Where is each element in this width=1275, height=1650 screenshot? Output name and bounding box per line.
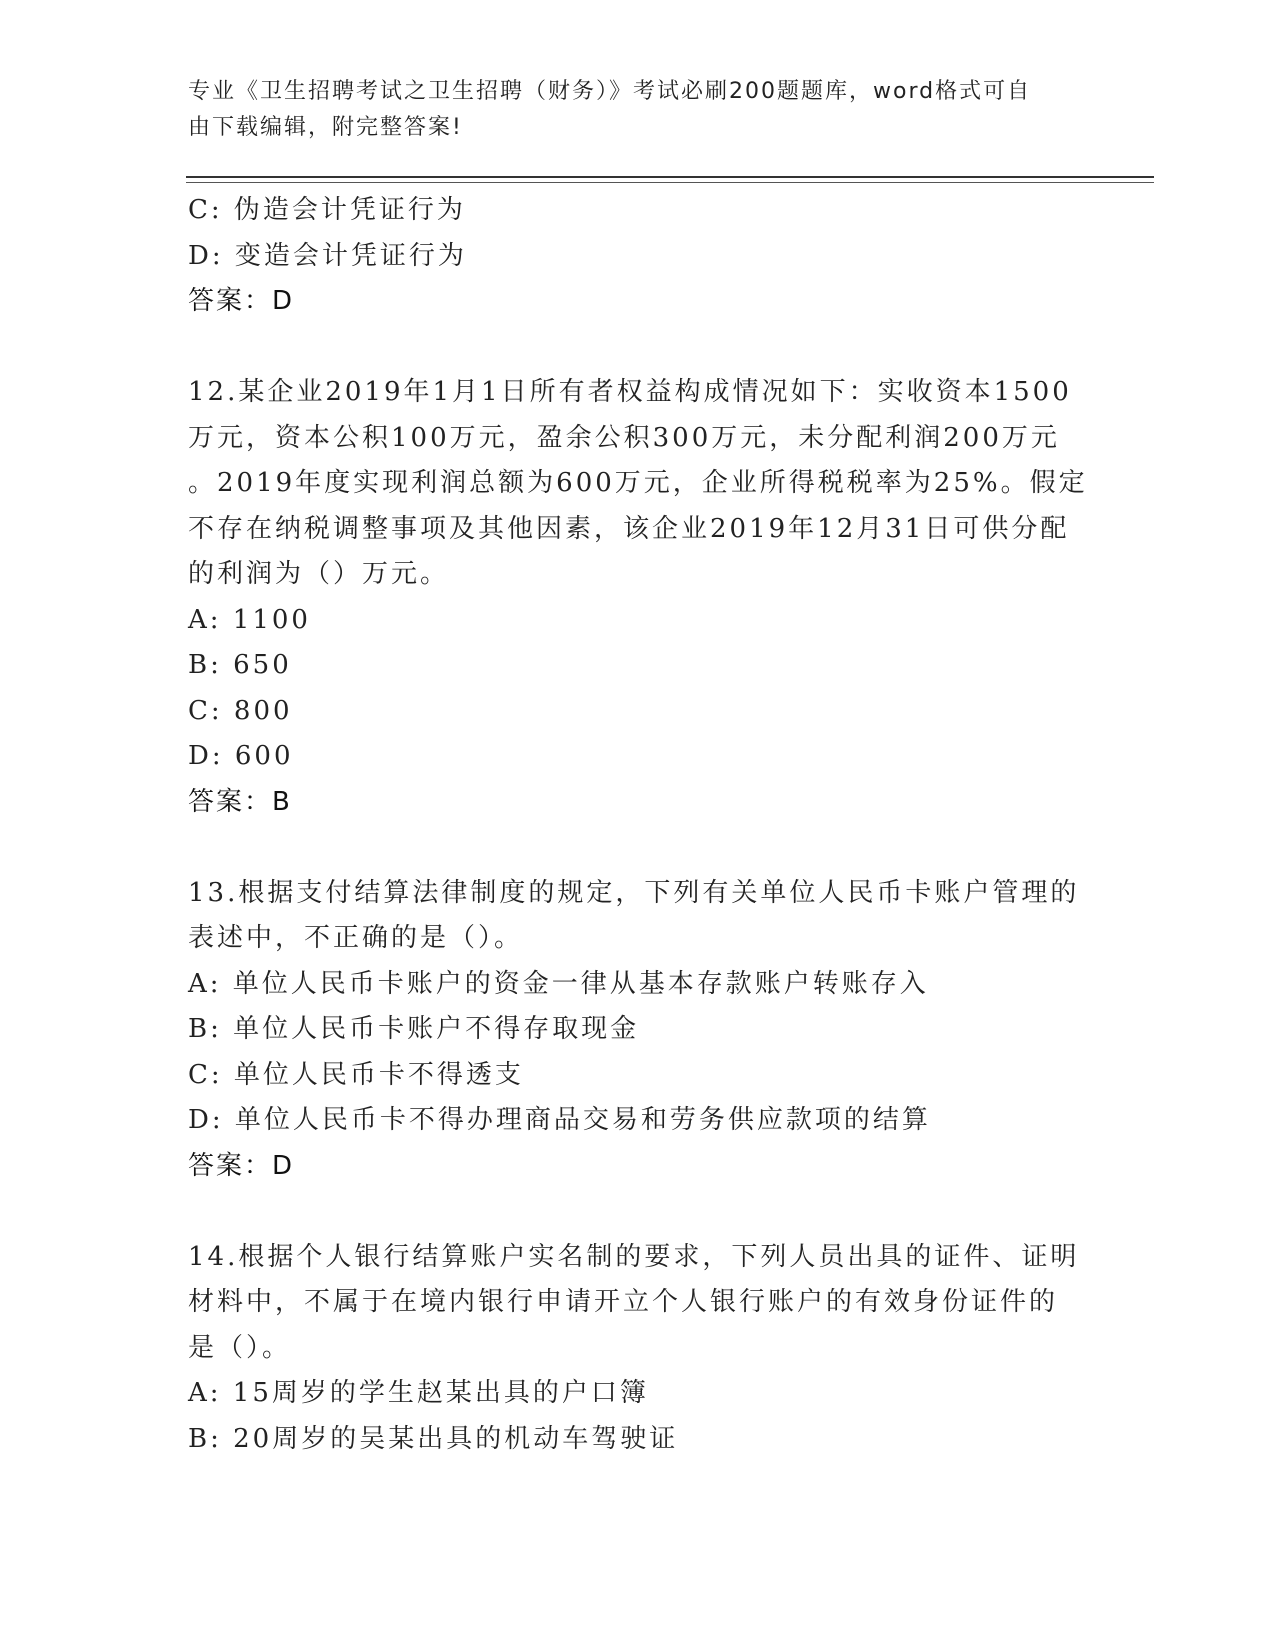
header-divider-thick xyxy=(186,176,1154,178)
option-b: B: 650 xyxy=(188,650,292,680)
question-stem-line: 13.根据支付结算法律制度的规定，下列有关单位人民币卡账户管理的 xyxy=(188,877,1080,908)
question-12 xyxy=(188,370,1088,825)
option-b: B: 20周岁的吴某出具的机动车驾驶证 xyxy=(188,1423,679,1454)
option-d: D: 变造会计凭证行为 xyxy=(188,240,467,271)
option-a: A: 15周岁的学生赵某出具的户口簿 xyxy=(188,1378,649,1408)
option-c: C: 伪造会计凭证行为 xyxy=(188,195,466,225)
option-d: D: 单位人民币卡不得办理商品交易和劳务供应款项的结算 xyxy=(188,1105,931,1135)
header-divider-thin xyxy=(186,182,1154,183)
option-b: B: 单位人民币卡账户不得存取现金 xyxy=(188,1014,640,1044)
option-d: D: 600 xyxy=(188,741,294,771)
answer-line: 答案：D xyxy=(188,286,295,316)
answer-line: 答案：D xyxy=(188,1150,295,1181)
option-a: A: 1100 xyxy=(188,604,311,635)
spacer xyxy=(188,1189,1088,1235)
question-stem-line: 的利润为（）万元。 xyxy=(188,559,450,589)
question-stem-line: 万元，资本公积100万元，盈余公积300万元，未分配利润200万元 xyxy=(188,422,1060,453)
question-13 xyxy=(188,871,1088,1190)
header-line-1: 专业《卫生招聘考试之卫生招聘（财务）》考试必刷200题题库，word格式可自 xyxy=(188,79,1032,104)
question-stem-line: 表述中，不正确的是（）。 xyxy=(188,923,524,953)
spacer xyxy=(188,325,1088,371)
question-14 xyxy=(188,1235,1088,1463)
spacer xyxy=(188,825,1088,871)
header-line-2: 由下载编辑，附完整答案! xyxy=(188,115,463,140)
option-a: A: 单位人民币卡账户的资金一律从基本存款账户转账存入 xyxy=(188,968,929,999)
question-stem-line: 材料中，不属于在境内银行申请开立个人银行账户的有效身份证件的 xyxy=(188,1287,1059,1317)
question-stem-line: 不存在纳税调整事项及其他因素，该企业2019年12月31日可供分配 xyxy=(188,513,1070,544)
option-c: C: 800 xyxy=(188,695,293,726)
answer-line: 答案：B xyxy=(188,786,292,817)
document-header xyxy=(188,74,1078,146)
question-stem-line: 14.根据个人银行结算账户实名制的要求，下列人员出具的证件、证明 xyxy=(188,1241,1080,1272)
question-11-continuation xyxy=(188,188,1088,325)
question-stem-line: 是（）。 xyxy=(188,1332,292,1363)
question-stem-line: 。2019年度实现利润总额为600万元，企业所得税税率为25%。假定 xyxy=(188,468,1088,498)
question-stem-line: 12.某企业2019年1月1日所有者权益构成情况如下：实收资本1500 xyxy=(188,377,1072,407)
document-body xyxy=(188,188,1088,1462)
option-c: C: 单位人民币卡不得透支 xyxy=(188,1059,524,1090)
